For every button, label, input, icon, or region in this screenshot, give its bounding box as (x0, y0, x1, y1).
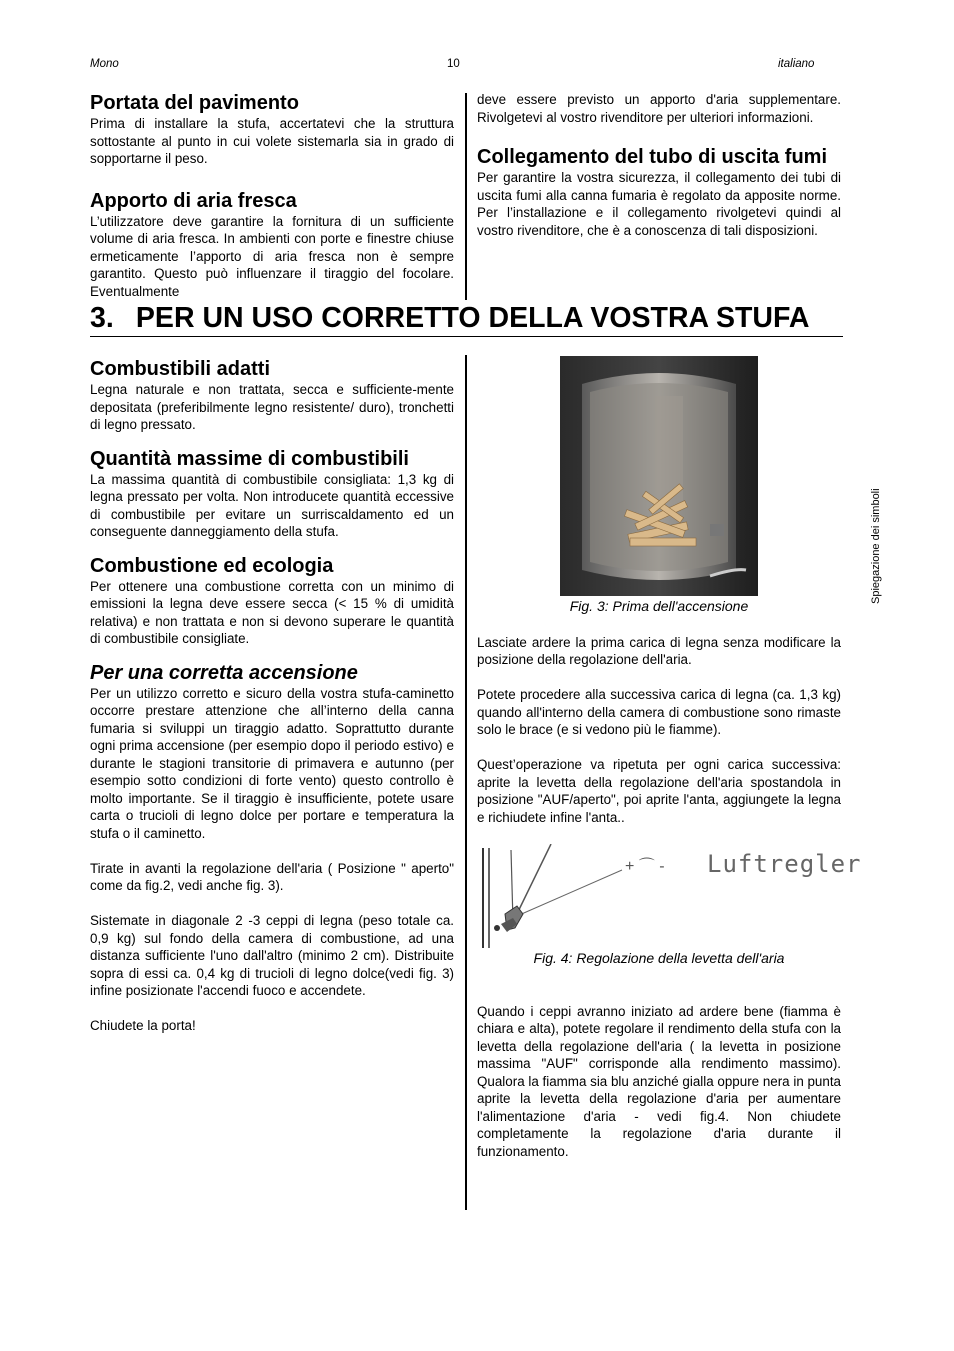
section-title-fresh-air: Apporto di aria fresca (90, 189, 297, 212)
top-left-column (90, 92, 454, 300)
header-language: italiano (778, 58, 815, 70)
section-text-fuels: Legna naturale e non trattata, secca e sufficiente-mente depositata (preferibilmente legno resistente/ duro), tronchetti di legno pressato. (90, 382, 454, 432)
ignition-paragraph-4: Chiudete la porta! (90, 1018, 196, 1033)
section-text-max-fuel: La massima quantità di combustibile consigliata: 1,3 kg di legna pressato per volta. Non introducete quantità eccessive di combustibile per evitare un surriscaldamento ed un conseguente danneggiamento della stufa. (90, 471, 454, 539)
air-regulator-label: Luftregler (707, 850, 862, 878)
section-title-flue-connection: Collegamento del tubo di uscita fumi (477, 146, 828, 168)
right-paragraph-1: Lasciate ardere la prima carica di legna senza modificare la posizione della regolazione dell'aria. (477, 634, 841, 667)
section-title-ignition: Per una corretta accensione (90, 661, 358, 684)
section-text-floor: Prima di installare la stufa, accertatevi che la struttura sottostante al punto in cui volete sistemarla sia in grado di sopportarne il peso. (90, 116, 454, 166)
figure-4-caption: Fig. 4: Regolazione della levetta dell'aria (533, 950, 785, 966)
stove-photo (560, 356, 758, 596)
chapter-heading (90, 300, 843, 337)
air-regulator-signs: + ⌒ - (625, 858, 665, 875)
section-text-fresh-air-continued: deve essere previsto un apporto d'aria supplementare. Rivolgetevi al vostro rivenditore per ulteriori informazioni. (477, 92, 841, 125)
right-paragraph-2: Potete procedere alla successiva carica di legna (ca. 1,3 kg) quando all'interno della camera di combustione sono rimaste solo le brace (e si vedono più le fiamme). (477, 687, 841, 737)
section-title-fuels: Combustibili adatti (90, 358, 270, 380)
section-title-floor: Portata del pavimento (90, 92, 299, 114)
chapter-title: PER UN USO CORRETTO DELLA VOSTRA STUFA (135, 302, 810, 334)
section-title-ecology: Combustione ed ecologia (90, 554, 334, 577)
column-divider-main (465, 355, 467, 1210)
chapter-number: 3. (90, 302, 114, 334)
right-paragraph-3: Quest’operazione va ripetuta per ogni carica successiva: aprite la levetta della regolazione dell'aria spostandola in posizione "AUF/aperto", poi aprite l'anta, aggiungete la legna e richiudete infine l'anta.. (477, 757, 841, 825)
top-right-column (477, 91, 841, 239)
figure-3-caption: Fig. 3: Prima dell'accensione (569, 598, 749, 614)
air-regulator-figure (477, 844, 862, 950)
ignition-paragraph-2: Tirate in avanti la regolazione dell'aria ( Posizione " aperto" come da fig.2, vedi anche fig. 3). (90, 860, 454, 893)
column-divider-top (465, 93, 467, 300)
section-text-flue-connection: Per garantire la vostra sicurezza, il collegamento dei tubi di uscita fumi alla canna fumaria è regolato da apposite norme. Per l’installazione e il collegamento rivolgetevi quindi al vostro rivenditore, che è a conoscenza di tali disposizioni. (477, 170, 841, 238)
side-section-label: Spiegazione dei simboli (870, 488, 882, 604)
page-number: 10 (447, 58, 460, 70)
section-title-max-fuel: Quantità massime di combustibili (90, 447, 409, 470)
section-text-fresh-air: L’utilizzatore deve garantire la fornitura di un sufficiente volume di aria fresca. In ambienti con porte e finestre chiuse ermeticamente l’apporto di aria fresca non è sempre garantito. Questo può influenzare il tiraggio del focolare. Eventualmente (90, 213, 454, 299)
ignition-paragraph-3: Sistemate in diagonale 2 -3 ceppi di legna (peso totale ca. 0,9 kg) sul fondo della camera di combustione, ad una distanza sufficiente l'uno dall'altro (minimo 2 cm). Distribuite sopra di essi ca. 0,4 kg di trucioli di legno dolce(vedi fig. 3) infine posizionate l'accendi fuoco e accendete. (90, 913, 454, 998)
main-right-column (477, 356, 862, 1160)
right-paragraph-4: Quando i ceppi avranno iniziato ad ardere bene (fiamma è chiara e alta), potete regolare il rendimento della stufa con la levetta della regolazione dell'aria ( la levetta in posizione massima "AUF" corrisponde alla rendimento massimo). Qualora la fiamma sia blu anziché gialla oppure nera in punta aprite la levetta della regolazione d'aria per aumentare l'alimentazione d'aria - vedi fig.4. Non chiudete completamente la regolazione d'aria durante il funzionamento. (477, 1003, 841, 1159)
section-text-ecology: Per ottenere una combustione corretta con un minimo di emissioni la legna deve essere secca (< 15 % di umidità relativa) e non trattata e non si devono superare le quantità di combustibile consigliate. (90, 578, 454, 646)
ignition-paragraph-1: Per un utilizzo corretto e sicuro della vostra stufa-caminetto occorre prestare attenzione che all’interno della canna fumaria si sviluppi un tiraggio adatto. Soprattutto durante ogni prima accensione (per esempio dopo il periodo estivo) e durante le stagioni transitorie di primavera e autunno (per esempio sotto condizioni di forte vento) questo controllo è molto importante. Se il tiraggio è insufficiente, potete usare carta o trucioli di legno dolce per portare e temperatura la stufa o il caminetto. (90, 685, 454, 841)
header-model: Mono (90, 58, 119, 70)
main-left-column (90, 358, 454, 1035)
stove-image (560, 356, 758, 596)
